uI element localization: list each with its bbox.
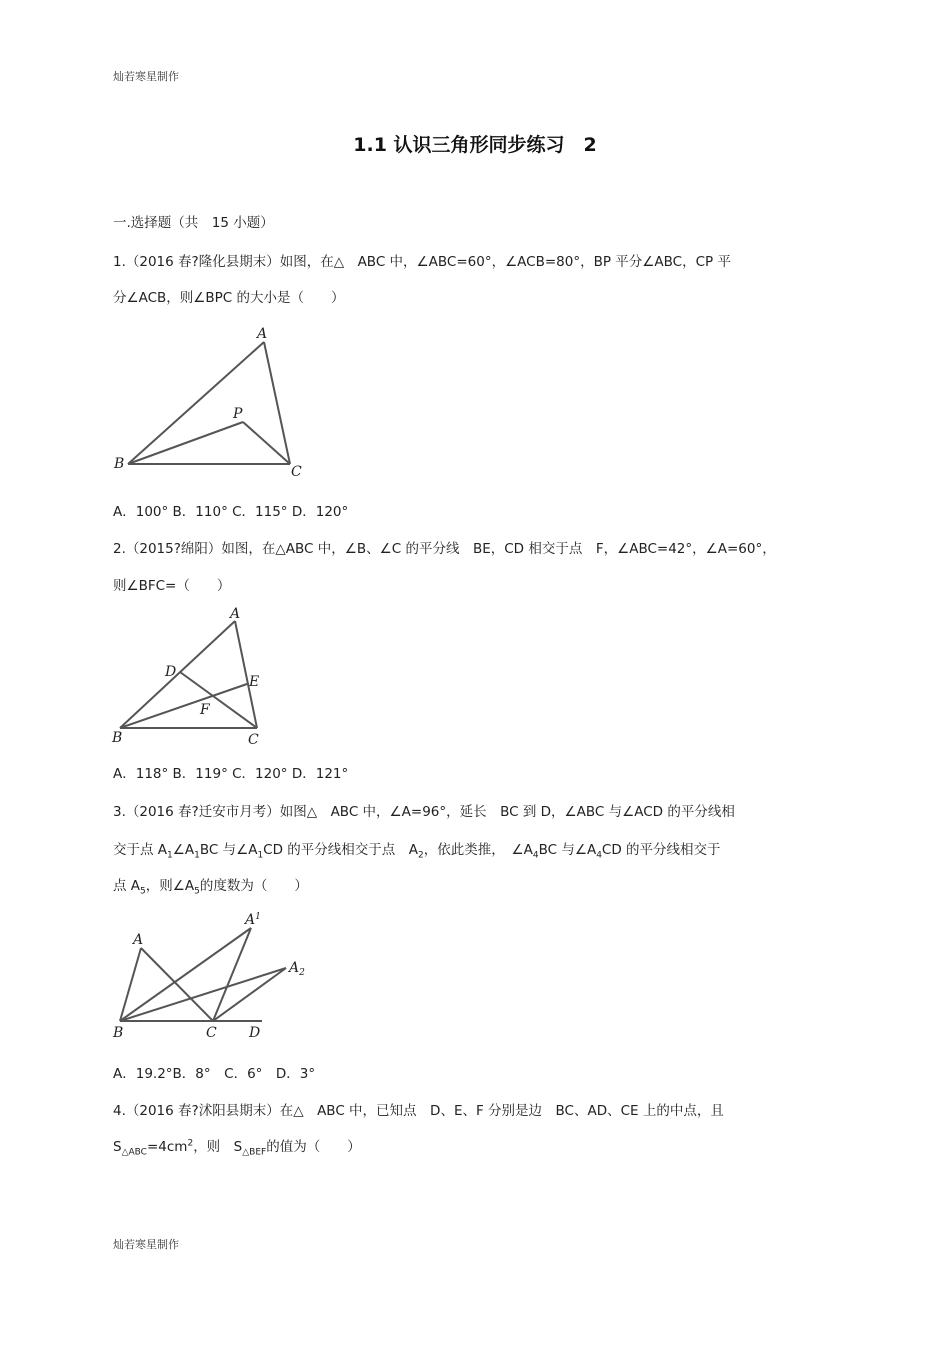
- page-header: 灿若寒星制作: [113, 70, 179, 83]
- q2-label-c: C: [248, 732, 259, 748]
- q3-label-b: B: [113, 1025, 124, 1041]
- q3-figure: [108, 900, 328, 1054]
- q2-side-ab: [120, 621, 235, 728]
- section-heading: 一.选择题（共 15 小题）: [113, 215, 274, 231]
- q3-options: A．19.2°B．8° C．6° D．3°: [113, 1066, 316, 1082]
- q3-label-a1: $A^1$: [245, 912, 261, 928]
- q2-label-f: F: [200, 702, 210, 718]
- q2-segment-cd: [180, 672, 260, 728]
- q2-text-line1: 2.（2015?绵阳）如图，在△ABC 中，∠B、∠C 的平分线 BE，CD 相交于点 F，∠ABC=42°，∠A=60°，: [113, 541, 776, 557]
- q2-options: A．118° B．119° C．120° D．121°: [113, 766, 349, 782]
- q4-text-line1: 4.（2016 春?沭阳县期末）在△ ABC 中，已知点 D、E、F 分别是边 BC、AD、CE 上的中点，且: [113, 1103, 724, 1119]
- q1-side-ac: [264, 342, 290, 464]
- q1-text-line2: 分∠ACB，则∠BPC 的大小是（ ）: [113, 290, 345, 306]
- q2-label-e: E: [249, 674, 260, 690]
- q3-label-a: A: [133, 932, 144, 948]
- q3-label-c: C: [206, 1025, 217, 1041]
- page-footer: 灿若寒星制作: [113, 1238, 179, 1251]
- q1-side-ab: [128, 342, 264, 464]
- q3-text-line1: 3.（2016 春?迁安市月考）如图△ ABC 中，∠A=96°，延长 BC 到 D，∠ABC 与∠ACD 的平分线相: [113, 804, 735, 820]
- q1-label-a: A: [257, 326, 268, 342]
- q2-label-a: A: [230, 606, 241, 622]
- q2-label-b: B: [112, 730, 123, 746]
- q2-text-line2: 则∠BFC=（ ）: [113, 578, 231, 594]
- q2-figure: [108, 600, 288, 754]
- q1-options: A．100° B．110° C．115° D．120°: [113, 504, 349, 520]
- q3-text-line3: 点 $A_5$，则$\angle A_5$的度数为（ ）: [113, 878, 308, 897]
- q3-segment-ba2: [120, 968, 286, 1021]
- q3-text-line2: 交于点 $A_1\angle A_1BC$ 与$\angle A_1CD$ 的平分线相交于点 $A_2$，依此类推， $\angle A_4BC$ 与$\angle A_4CD$ 的平分线相交于: [113, 842, 721, 861]
- q1-figure: [108, 320, 338, 489]
- q1-label-p: P: [233, 406, 243, 422]
- q1-label-c: C: [291, 464, 302, 480]
- q1-text-line1: 1.（2016 春?隆化县期末）如图，在△ ABC 中，∠ABC=60°，∠ACB=80°，BP 平分∠ABC，CP 平: [113, 254, 731, 270]
- q4-text-line2: $S_{\triangle ABC}=4cm^2$，则 $S_{\triangle BEF}$的值为（ ）: [113, 1138, 361, 1158]
- q1-label-b: B: [114, 456, 125, 472]
- page-title: 1.1 认识三角形同步练习 2: [353, 134, 597, 156]
- q2-label-d: D: [165, 664, 177, 680]
- q1-segment-bp: [128, 422, 243, 464]
- q3-label-a2: $A_2$: [289, 960, 305, 978]
- q3-side-ab: [120, 948, 141, 1021]
- q3-label-d: D: [249, 1025, 261, 1041]
